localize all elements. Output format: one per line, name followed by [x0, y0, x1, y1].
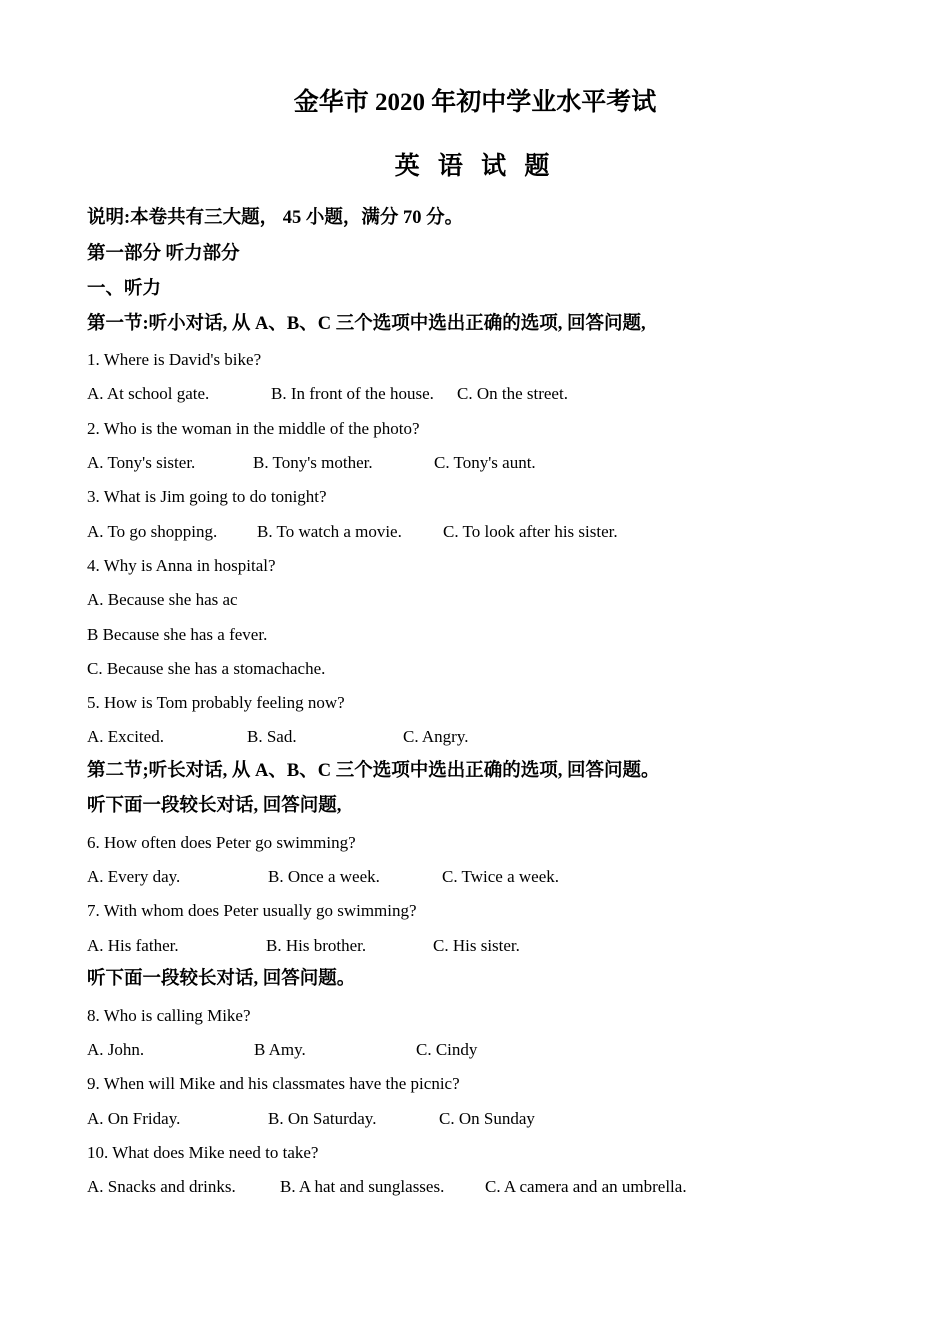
q5-option-b: B. Sad.: [247, 727, 297, 746]
question-4: 4. Why is Anna in hospital?: [87, 556, 276, 575]
q2-option-a: A. Tony's sister.: [87, 453, 196, 472]
q2-option-b: B. Tony's mother.: [253, 453, 373, 472]
q10-option-b: B. A hat and sunglasses.: [280, 1177, 445, 1196]
q4-option-b: B Because she has a fever.: [87, 625, 268, 644]
q9-option-a: A. On Friday.: [87, 1109, 181, 1128]
q1-option-a: A. At school gate.: [87, 384, 210, 403]
section1-heading: 第一节:听小对话, 从 A、B、C 三个选项中选出正确的选项, 回答问题,: [87, 314, 646, 334]
exam-subtitle: 英 语 试 题: [394, 153, 556, 180]
q6-option-c: C. Twice a week.: [442, 867, 559, 886]
q10-option-c: C. A camera and an umbrella.: [485, 1177, 687, 1196]
q3-option-c: C. To look after his sister.: [443, 522, 618, 541]
q3-option-a: A. To go shopping.: [87, 522, 218, 541]
q1-option-b: B. In front of the house.: [271, 384, 434, 403]
question-8: 8. Who is calling Mike?: [87, 1006, 251, 1025]
dialogue2-heading: 听下面一段较长对话, 回答问题。: [87, 969, 356, 989]
q7-option-a: A. His father.: [87, 936, 179, 955]
q4-option-a: A. Because she has ac: [87, 590, 238, 609]
q8-option-a: A. John.: [87, 1040, 145, 1059]
question-6: 6. How often does Peter go swimming?: [87, 833, 356, 852]
part-heading: 第一部分 听力部分: [87, 244, 240, 264]
q3-option-b: B. To watch a movie.: [257, 522, 402, 541]
question-2: 2. Who is the woman in the middle of the photo?: [87, 419, 420, 438]
q8-option-b: B Amy.: [254, 1040, 306, 1059]
question-3: 3. What is Jim going to do tonight?: [87, 487, 327, 506]
q7-option-c: C. His sister.: [433, 936, 520, 955]
q10-option-a: A. Snacks and drinks.: [87, 1177, 236, 1196]
q5-option-a: A. Excited.: [87, 727, 164, 746]
exam-title: 金华市 2020 年初中学业水平考试: [293, 89, 657, 116]
section-heading: 一、听力: [87, 279, 162, 299]
instructions: 说明:本卷共有三大题， 45 小题，满分 70 分。: [87, 208, 464, 228]
q7-option-b: B. His brother.: [266, 936, 367, 955]
question-5: 5. How is Tom probably feeling now?: [87, 693, 345, 712]
q1-option-c: C. On the street.: [457, 384, 568, 403]
question-7: 7. With whom does Peter usually go swimming?: [87, 901, 417, 920]
dialogue1-heading: 听下面一段较长对话, 回答问题,: [87, 796, 342, 816]
q6-option-a: A. Every day.: [87, 867, 181, 886]
q6-option-b: B. Once a week.: [268, 867, 380, 886]
question-1: 1. Where is David's bike?: [87, 350, 262, 369]
question-9: 9. When will Mike and his classmates have the picnic?: [87, 1074, 460, 1093]
section2-heading: 第二节;听长对话, 从 A、B、C 三个选项中选出正确的选项, 回答问题。: [87, 761, 660, 781]
q4-option-c: C. Because she has a stomachache.: [87, 659, 326, 678]
q2-option-c: C. Tony's aunt.: [434, 453, 536, 472]
q9-option-b: B. On Saturday.: [268, 1109, 377, 1128]
question-10: 10. What does Mike need to take?: [87, 1143, 319, 1162]
q9-option-c: C. On Sunday: [439, 1109, 535, 1128]
q5-option-c: C. Angry.: [403, 727, 469, 746]
q8-option-c: C. Cindy: [416, 1040, 478, 1059]
